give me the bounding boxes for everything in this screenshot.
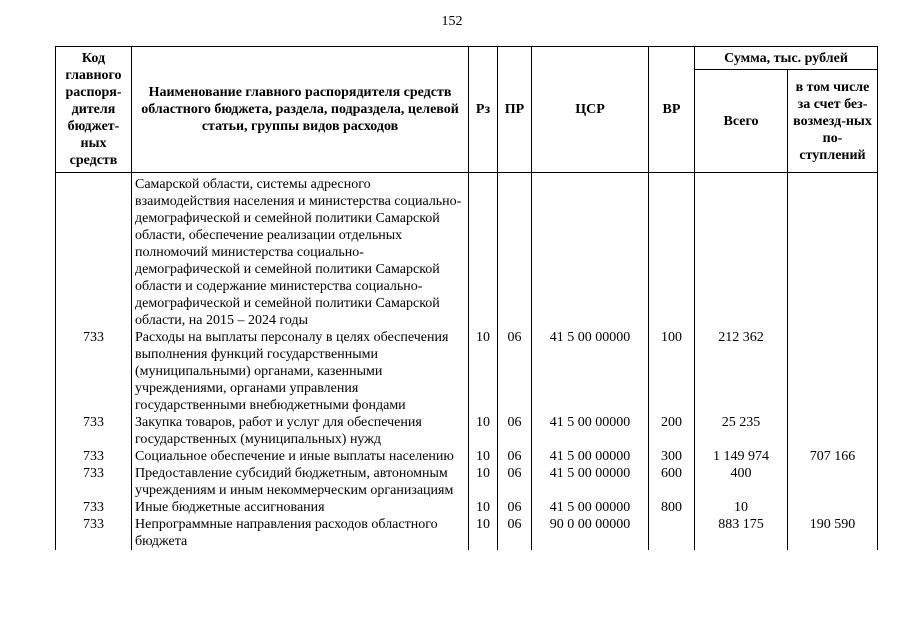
- cell-name: Социальное обеспечение и иные выплаты населению: [132, 448, 469, 465]
- cell-vr: [649, 173, 695, 330]
- cell-rz: 10: [469, 448, 498, 465]
- cell-vr: 300: [649, 448, 695, 465]
- table-row: [56, 448, 878, 465]
- cell-code: 733: [56, 499, 132, 516]
- cell-vr: 200: [649, 414, 695, 448]
- page-number: 152: [441, 14, 463, 29]
- cell-pr: 06: [498, 465, 532, 499]
- cell-pr: [498, 173, 532, 330]
- cell-code: 733: [56, 448, 132, 465]
- cell-code: 733: [56, 414, 132, 448]
- cell-code: 733: [56, 516, 132, 550]
- table-body: [56, 173, 878, 551]
- cell-code: [56, 173, 132, 330]
- cell-total: 400: [695, 465, 788, 499]
- cell-csr: 41 5 00 00000: [532, 465, 649, 499]
- cell-extra: [788, 465, 878, 499]
- table-row: [56, 414, 878, 448]
- table-row: [56, 499, 878, 516]
- table-header: [56, 47, 878, 173]
- header-code: Код главного распоря-дителя бюджет-ных средств: [56, 47, 132, 173]
- cell-rz: 10: [469, 329, 498, 414]
- cell-extra: [788, 173, 878, 330]
- cell-pr: 06: [498, 499, 532, 516]
- cell-vr: 600: [649, 465, 695, 499]
- cell-name: Самарской области, системы адресного взаимодействия населения и министерства социально-демографической и семейной политики Самарской области, обеспечение реализации отдельных полномочий министерства социально-демографической и семейной политики Самарской области и содержание министерства социально-демографической и семейной политики Самарской области, на 2015 – 2024 годы: [132, 173, 469, 330]
- cell-name: Расходы на выплаты персоналу в целях обеспечения выполнения функций государственными (муниципальными) органами, казенными учреждениями, органами управления государственными внебюджетными фондами: [132, 329, 469, 414]
- header-extra: в том числе за счет без-возмезд-ных по-ступлений: [788, 70, 878, 173]
- header-total: Всего: [695, 70, 788, 173]
- cell-vr: 100: [649, 329, 695, 414]
- budget-table: [55, 46, 878, 550]
- cell-csr: 41 5 00 00000: [532, 448, 649, 465]
- cell-extra: [788, 414, 878, 448]
- table-row: [56, 329, 878, 414]
- cell-total: [695, 173, 788, 330]
- cell-csr: 41 5 00 00000: [532, 329, 649, 414]
- cell-rz: 10: [469, 465, 498, 499]
- cell-total: 212 362: [695, 329, 788, 414]
- table-row: [56, 173, 878, 330]
- cell-total: 883 175: [695, 516, 788, 550]
- cell-rz: 10: [469, 499, 498, 516]
- cell-total: 1 149 974: [695, 448, 788, 465]
- cell-extra: [788, 329, 878, 414]
- header-rz: Рз: [469, 47, 498, 173]
- cell-name: Предоставление субсидий бюджетным, автономным учреждениям и иным некоммерческим организациям: [132, 465, 469, 499]
- cell-csr: 41 5 00 00000: [532, 414, 649, 448]
- cell-pr: 06: [498, 414, 532, 448]
- cell-extra: [788, 499, 878, 516]
- cell-extra: 707 166: [788, 448, 878, 465]
- header-pr: ПР: [498, 47, 532, 173]
- cell-name: Закупка товаров, работ и услуг для обеспечения государственных (муниципальных) нужд: [132, 414, 469, 448]
- cell-rz: 10: [469, 516, 498, 550]
- cell-rz: [469, 173, 498, 330]
- cell-total: 10: [695, 499, 788, 516]
- cell-code: 733: [56, 329, 132, 414]
- header-vr: ВР: [649, 47, 695, 173]
- cell-name: Непрограммные направления расходов областного бюджета: [132, 516, 469, 550]
- cell-name: Иные бюджетные ассигнования: [132, 499, 469, 516]
- cell-pr: 06: [498, 516, 532, 550]
- cell-csr: 90 0 00 00000: [532, 516, 649, 550]
- cell-pr: 06: [498, 329, 532, 414]
- cell-code: 733: [56, 465, 132, 499]
- header-name: Наименование главного распорядителя средств областного бюджета, раздела, подраздела, целевой статьи, группы видов расходов: [132, 47, 469, 173]
- table-row: [56, 516, 878, 550]
- cell-csr: [532, 173, 649, 330]
- cell-extra: 190 590: [788, 516, 878, 550]
- cell-vr: [649, 516, 695, 550]
- table-row: [56, 465, 878, 499]
- cell-pr: 06: [498, 448, 532, 465]
- header-sum: Сумма, тыс. рублей: [695, 47, 878, 70]
- cell-csr: 41 5 00 00000: [532, 499, 649, 516]
- cell-rz: 10: [469, 414, 498, 448]
- cell-total: 25 235: [695, 414, 788, 448]
- header-csr: ЦСР: [532, 47, 649, 173]
- cell-vr: 800: [649, 499, 695, 516]
